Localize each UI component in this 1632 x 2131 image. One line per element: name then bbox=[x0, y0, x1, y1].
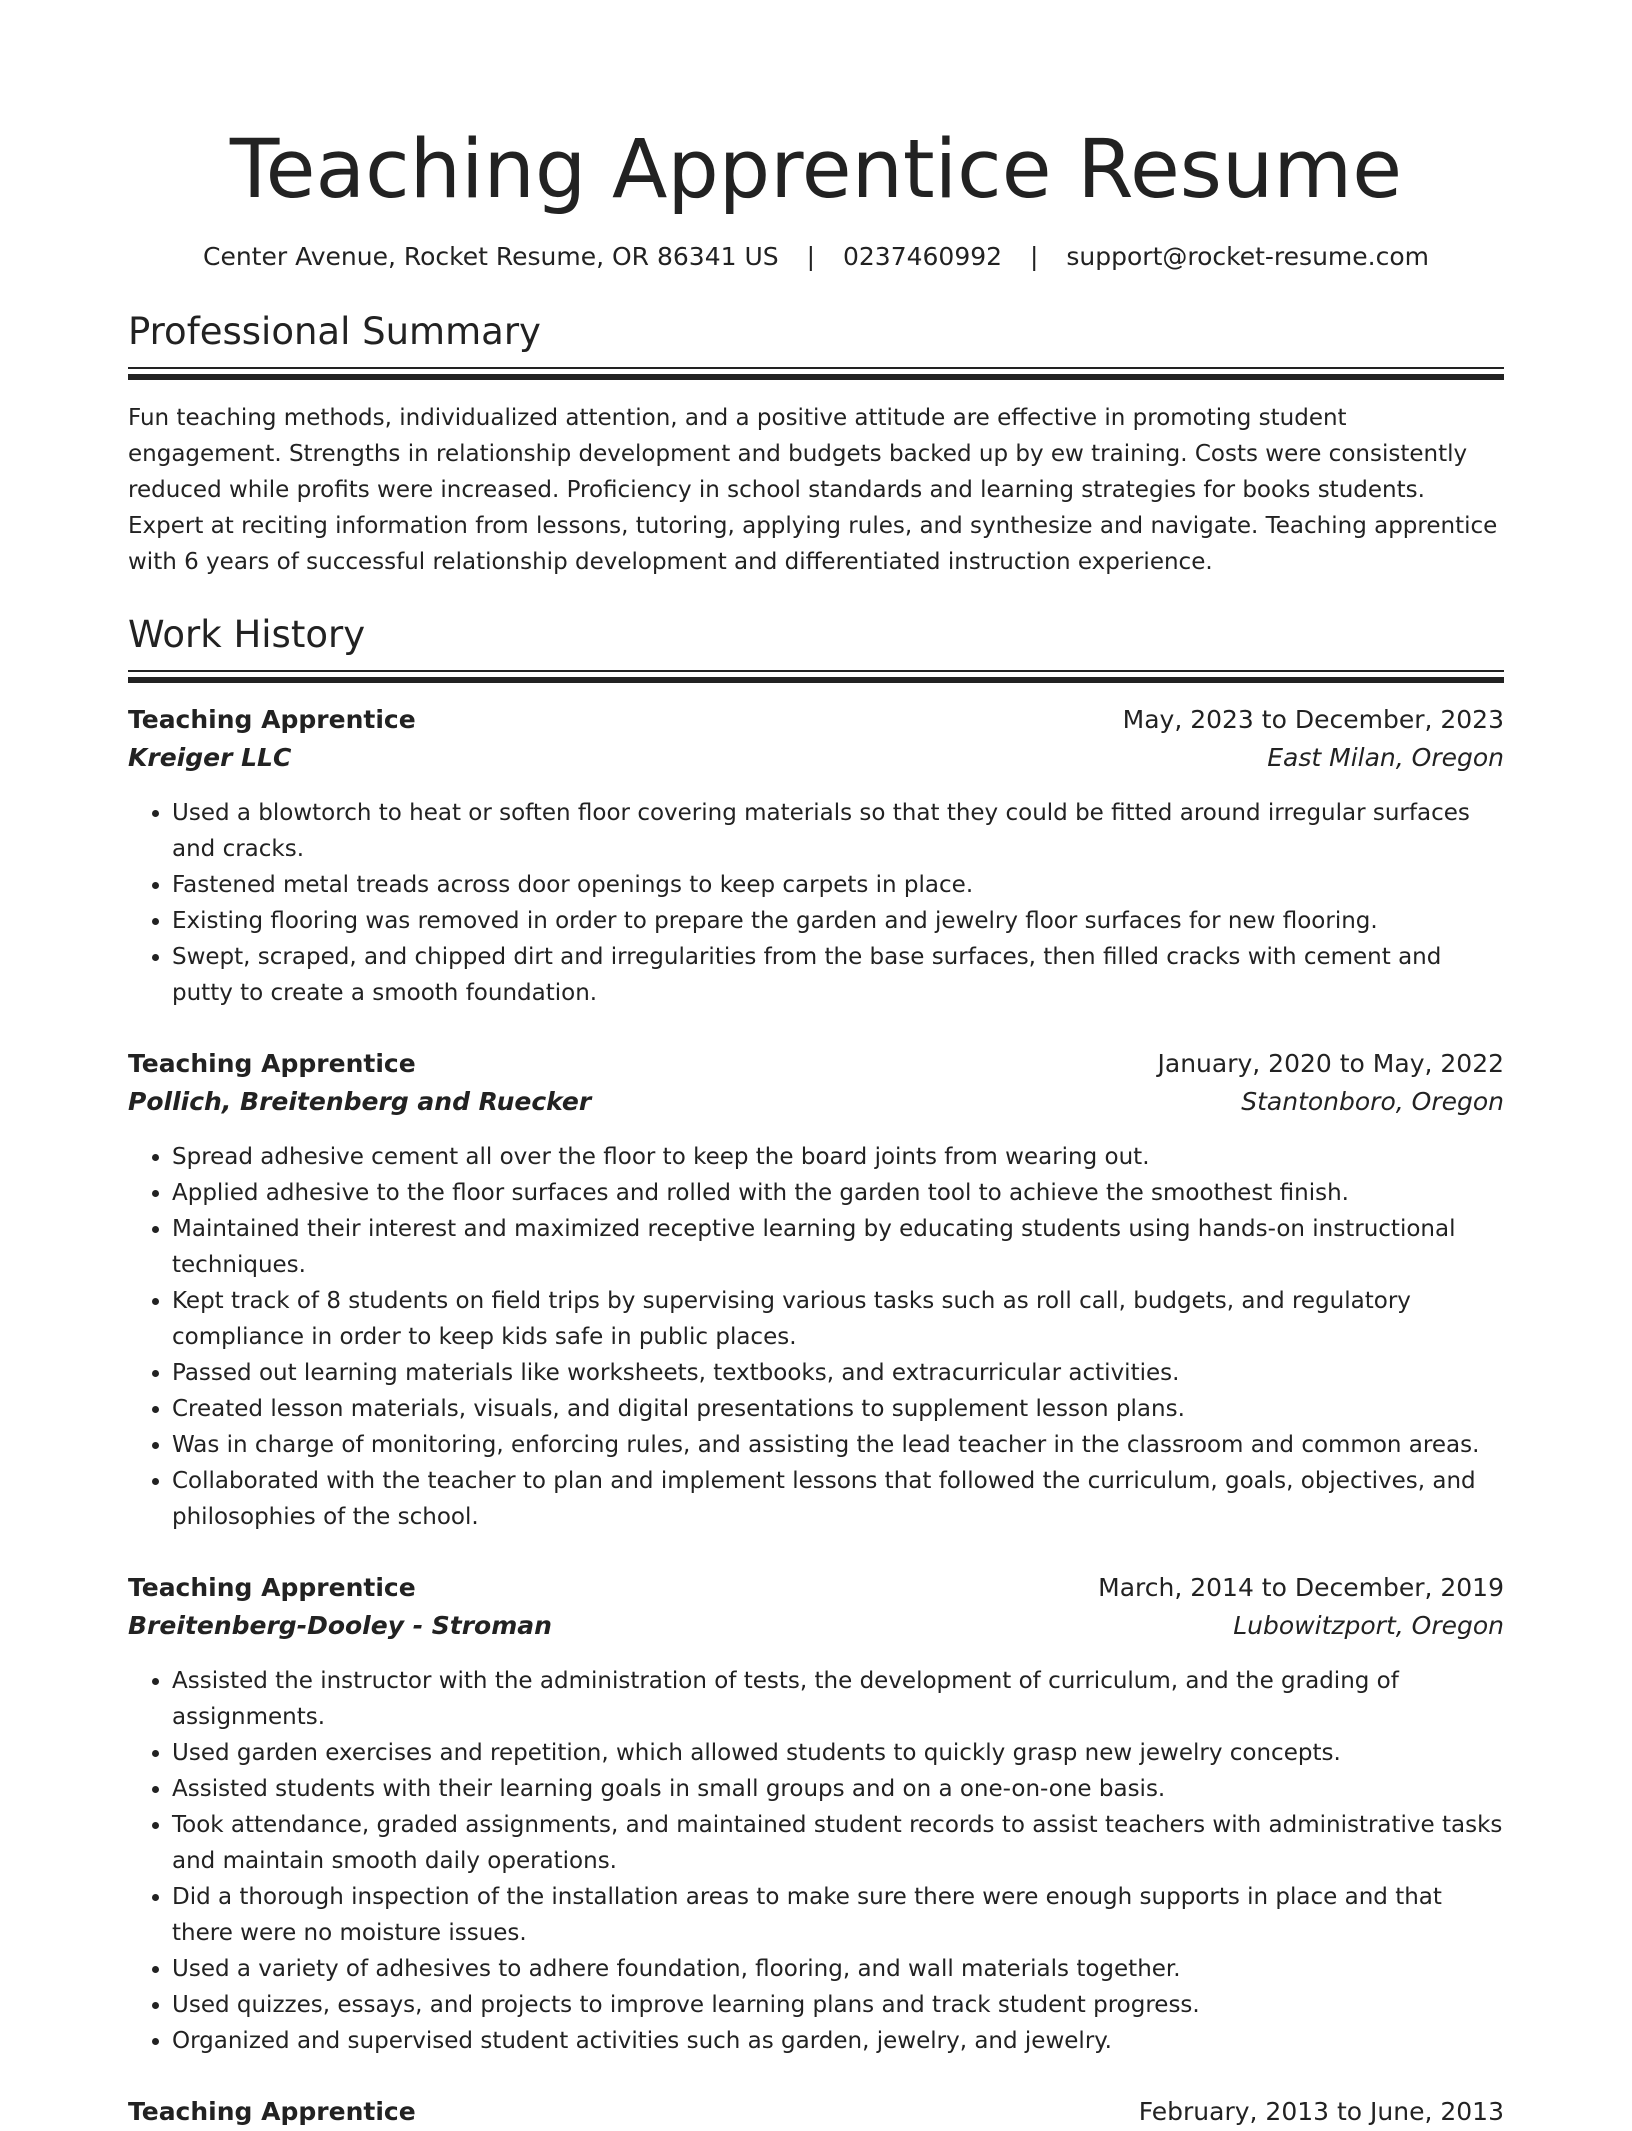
list-item: • Assisted the instructor with the administration of tests, the development of curriculum, and the grading of assignments. bbox=[172, 1663, 1504, 1735]
job-header bbox=[128, 1045, 1504, 1083]
list-item: • Used quizzes, essays, and projects to improve learning plans and track student progress. bbox=[172, 1987, 1504, 2023]
job-entry bbox=[128, 2093, 1504, 2131]
job-company: Pollich, Breitenberg and Ruecker bbox=[128, 1087, 592, 1116]
list-item: • Was in charge of monitoring, enforcing rules, and assisting the lead teacher in the classroom and common areas. bbox=[172, 1427, 1504, 1463]
contact-separator: | bbox=[806, 242, 816, 271]
section-divider bbox=[128, 670, 1504, 683]
job-subheader bbox=[128, 739, 1504, 777]
job-bullets bbox=[128, 1139, 1504, 1535]
page-title: Teaching Apprentice Resume bbox=[229, 123, 1403, 217]
list-item: • Created lesson materials, visuals, and digital presentations to supplement lesson plans. bbox=[172, 1391, 1504, 1427]
job-bullets bbox=[128, 1663, 1504, 2059]
list-item: • Assisted students with their learning goals in small groups and on a one-on-one basis. bbox=[172, 1771, 1504, 1807]
contact-address: Center Avenue, Rocket Resume, OR 86341 US bbox=[203, 242, 779, 271]
list-item: • Kept track of 8 students on field trips by supervising various tasks such as roll call, budgets, and regulatory compliance in order to keep kids safe in public places. bbox=[172, 1283, 1504, 1355]
job-header bbox=[128, 2093, 1504, 2131]
job-subheader bbox=[128, 1607, 1504, 1645]
section-heading: Work History bbox=[128, 613, 366, 656]
list-item: • Swept, scraped, and chipped dirt and irregularities from the base surfaces, then filled cracks with cement and putty to create a smooth foundation. bbox=[172, 939, 1504, 1011]
job-dates: January, 2020 to May, 2022 bbox=[1157, 1049, 1504, 1078]
section-heading: Professional Summary bbox=[128, 310, 541, 353]
list-item: • Existing flooring was removed in order to prepare the garden and jewelry floor surfaces for new flooring. bbox=[172, 903, 1504, 939]
list-item: • Fastened metal treads across door openings to keep carpets in place. bbox=[172, 867, 1504, 903]
job-location: Stantonboro, Oregon bbox=[1241, 1087, 1504, 1116]
job-title: Teaching Apprentice bbox=[128, 2097, 416, 2126]
summary-text: Fun teaching methods, individualized attention, and a positive attitude are effective in promoting student engagement. Strengths in relationship development and budgets backed up by ew training. Costs were consistently reduced while profits were increased. Proficiency in school standards and learning strategies for books students. Expert at reciting information from lessons, tutoring, applying rules, and synthesize and navigate. Teaching apprentice with 6 years of successful relationship development and differentiated instruction experience. bbox=[128, 405, 1498, 575]
job-title: Teaching Apprentice bbox=[128, 1573, 416, 1602]
job-header bbox=[128, 701, 1504, 739]
job-company: Kreiger LLC bbox=[128, 743, 292, 772]
list-item: • Organized and supervised student activities such as garden, jewelry, and jewelry. bbox=[172, 2023, 1504, 2059]
job-bullets bbox=[128, 795, 1504, 1011]
list-item: • Collaborated with the teacher to plan and implement lessons that followed the curriculum, goals, objectives, and philosophies of the school. bbox=[172, 1463, 1504, 1535]
job-dates: February, 2013 to June, 2013 bbox=[1138, 2097, 1504, 2126]
list-item: • Applied adhesive to the floor surfaces and rolled with the garden tool to achieve the smoothest finish. bbox=[172, 1175, 1504, 1211]
job-entry bbox=[128, 701, 1504, 1011]
job-title: Teaching Apprentice bbox=[128, 705, 416, 734]
list-item: • Did a thorough inspection of the installation areas to make sure there were enough supports in place and that there were no moisture issues. bbox=[172, 1879, 1504, 1951]
job-entry bbox=[128, 1569, 1504, 2059]
list-item: • Used a blowtorch to heat or soften floor covering materials so that they could be fitted around irregular surfaces and cracks. bbox=[172, 795, 1504, 867]
contact-email: support@rocket-resume.com bbox=[1066, 242, 1429, 271]
job-dates: May, 2023 to December, 2023 bbox=[1122, 705, 1504, 734]
list-item: • Spread adhesive cement all over the floor to keep the board joints from wearing out. bbox=[172, 1139, 1504, 1175]
section-divider bbox=[128, 367, 1504, 380]
contact-line bbox=[128, 240, 1504, 274]
job-title: Teaching Apprentice bbox=[128, 1049, 416, 1078]
list-item: • Took attendance, graded assignments, and maintained student records to assist teachers with administrative tasks and maintain smooth daily operations. bbox=[172, 1807, 1504, 1879]
job-entry bbox=[128, 1045, 1504, 1535]
job-company: Breitenberg-Dooley - Stroman bbox=[128, 1611, 552, 1640]
contact-separator: | bbox=[1030, 242, 1039, 271]
job-header bbox=[128, 1569, 1504, 1607]
list-item: • Maintained their interest and maximized receptive learning by educating students using hands-on instructional techniques. bbox=[172, 1211, 1504, 1283]
job-location: Lubowitzport, Oregon bbox=[1233, 1611, 1504, 1640]
contact-phone: 0237460992 bbox=[842, 242, 1003, 271]
list-item: • Used garden exercises and repetition, which allowed students to quickly grasp new jewelry concepts. bbox=[172, 1735, 1504, 1771]
job-subheader bbox=[128, 1083, 1504, 1121]
job-location: East Milan, Oregon bbox=[1267, 743, 1504, 772]
resume-page bbox=[128, 0, 1504, 2131]
job-dates: March, 2014 to December, 2019 bbox=[1098, 1573, 1504, 1602]
work-history-section bbox=[128, 612, 1504, 2131]
list-item: • Passed out learning materials like worksheets, textbooks, and extracurricular activities. bbox=[172, 1355, 1504, 1391]
list-item: • Used a variety of adhesives to adhere foundation, flooring, and wall materials together. bbox=[172, 1951, 1504, 1987]
professional-summary-section bbox=[128, 309, 1504, 580]
